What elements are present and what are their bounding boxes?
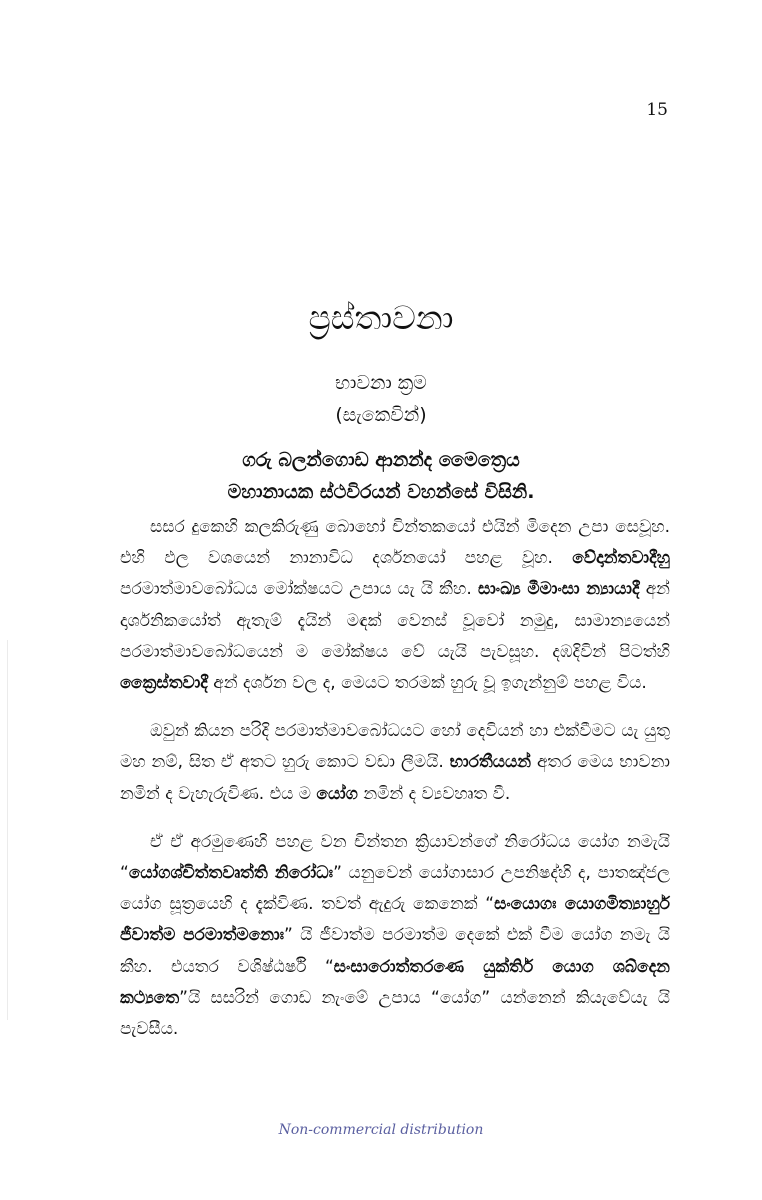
author-line-2: මහානායක ස්ථවිරයන් වහන්සේ විසිනි. — [227, 481, 535, 503]
p3-text-4: ”යි සසරින් ගොඩ නැංමේ උපාය “යෝග” යන්නෙන් කියැවේයැ යි පැවසීය. — [120, 987, 670, 1040]
scan-margin-line — [7, 640, 8, 1020]
p2-text-2: අතර මෙය භාවනා නමින් ද වැහැරුවිණ. එය ම — [120, 752, 670, 804]
p3-bold-2: සංයොගඃ යොගමිත්‍යාහුර් ජීවාත්ම පරමාත්මනොඃ — [120, 894, 670, 946]
p3-bold-1: යෝගශ්චිත්තවෘත්ති නිරෝධඃ — [128, 863, 334, 884]
p2-bold-2: යෝග — [316, 783, 358, 804]
p1-text-1: සසර දුකෙහි කලකිරුණු බොහෝ චින්තකයෝ එයින් මිදෙන උපා සෙවූහ. එහි ඵල වශයෙන් නානාවිධ දර්ශනයෝ පහළ වූහ. — [120, 517, 670, 569]
p3-text-2: ” යනුවෙන් යෝගාසාර උපනිෂද්හි ද, පාතඤ්ජල යෝග සූත්‍රයෙහි ද දැක්විණ. තවත් ඇදුරු කෙනෙක් “ — [120, 863, 670, 915]
p2-text-3: නමින් ද ව්‍යවහෘත වී. — [357, 783, 511, 804]
p3-text-1: ඒ ඒ අරමුණෙහි පහළ වන චින්තන ක්‍රියාවන්ගේ නිරෝධය යෝග නමැයි “ — [120, 831, 670, 884]
author-line-1: ගරු බලන්ගොඩ ආනන්ද මෛත්‍රෙය — [242, 449, 520, 471]
footer-notice: Non-commercial distribution — [278, 1122, 484, 1138]
p1-text-3: අන් දාර්ශනිකයෝත් ඇතැම් දැයින් මඳක් වෙනස් වූවෝ නමුදු, සාමාන්‍යයෙන් පරමාත්මාවබෝධයෙන් ම මෝක්ෂය වේ යැයි පැවසූහ. දඹදිවින් පිටත්හි — [120, 579, 670, 662]
subtitle-line-1: භාවනා ක්‍රම — [335, 372, 427, 394]
subtitle-line-2: (සැකෙවින්) — [335, 404, 427, 426]
chapter-title: ප්‍රස්තාවනා — [308, 298, 454, 337]
paragraph-3 — [120, 827, 670, 1045]
paragraph-1 — [120, 512, 670, 699]
p3-text-3: ” යි ජීවාත්ම පරමාත්ම දෙකේ එක් වීම යෝග නමැ යි කීහ. එයතර වශිෂ්ඨර්ෂි “ — [120, 925, 670, 977]
page-number: 15 — [646, 100, 668, 120]
p2-bold-1: භාරතීයයන් — [449, 752, 532, 773]
p1-text-4: අන් දර්ශන වල ද, මෙයට තරමක් හුරු වූ ඉගැන්නුම් පහළ විය. — [207, 673, 647, 694]
p1-text-2: පරමාත්මාවබෝධය මෝක්ෂයට උපාය යැ යි කීහ. — [120, 579, 478, 600]
p1-bold-2: සාංඛ්‍ය මීමාංසා න්‍යායාදී — [477, 579, 640, 600]
p3-bold-3: සංසාරොත්තරණෙ යුක්තිර් යොග ශබ්දෙන කථ්‍යතෙ — [120, 956, 670, 1008]
p1-bold-3: ක්‍රෛස්තවාදී — [120, 673, 208, 694]
paragraph-2 — [120, 716, 670, 810]
body-text — [120, 512, 670, 1062]
p1-bold-1: වේදාන්තවාදීහු — [572, 548, 670, 569]
p2-text-1: ඔවුන් කියන පරිදි පරමාත්මාවබෝධයට හෝ දෙවියන් හා එක්වීමට යැ යුතු මහ නම්, සිත ඒ අතට හුරු කොට වඩා ලීමයි. — [120, 721, 670, 773]
